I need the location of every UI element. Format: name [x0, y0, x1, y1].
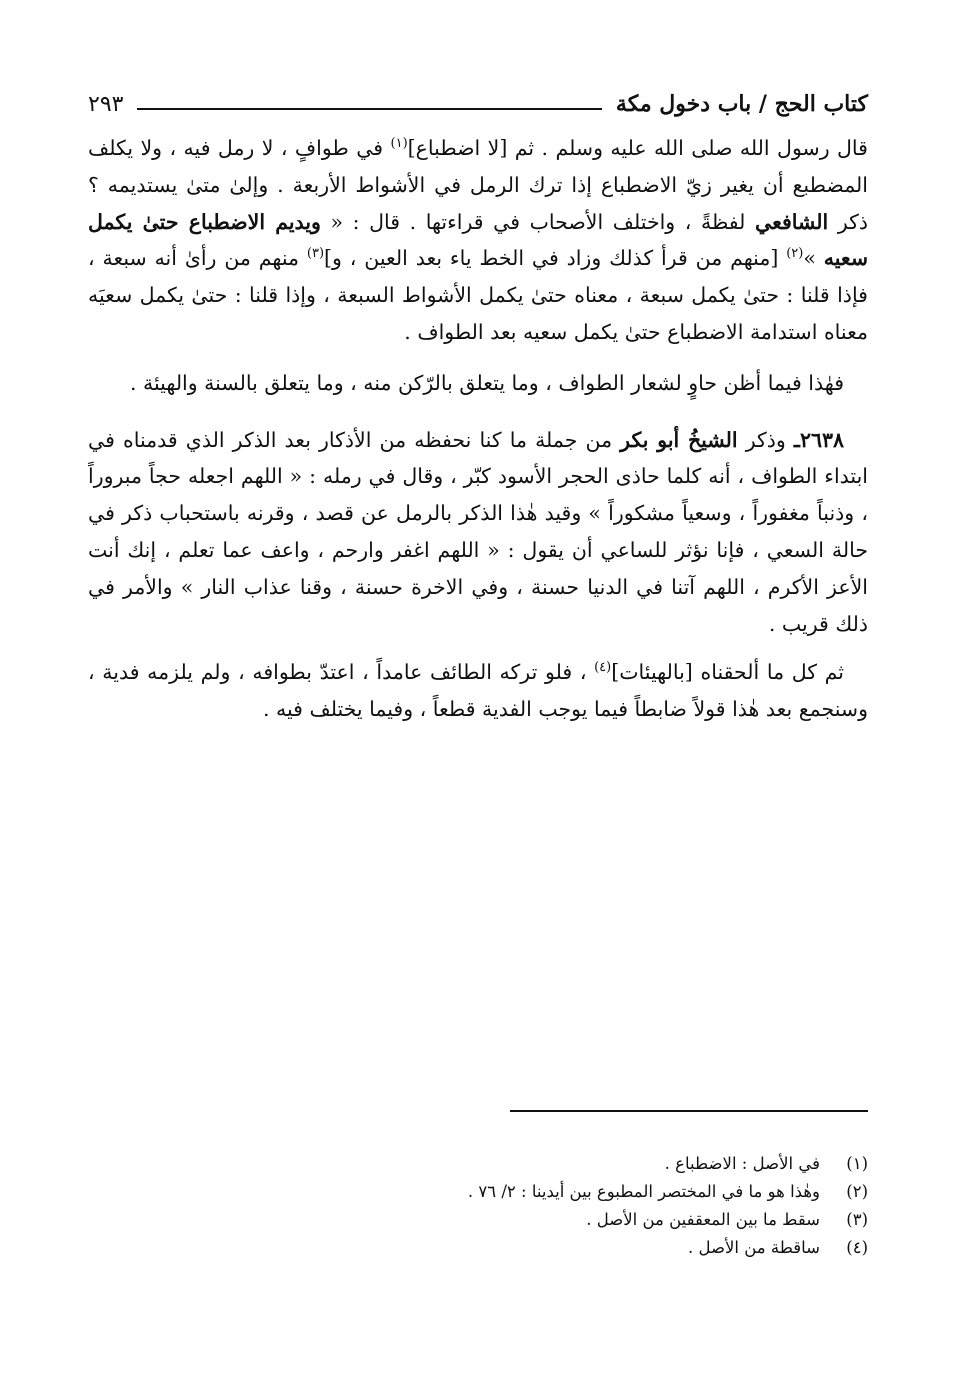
- footnote-text: سقط ما بين المعقفين من الأصل .: [586, 1210, 820, 1229]
- footnote-ref-2: (٢): [786, 246, 804, 262]
- page-number: ٢٩٣: [88, 91, 124, 117]
- footnote-ref-4: (٤): [594, 660, 612, 676]
- footnotes: [88, 1150, 868, 1262]
- quote-bold: ويديم الاضطباع حتىٰ يكمل سعيه: [88, 209, 868, 271]
- paragraph-2: فهٰذا فيما أظن حاوٍ لشعار الطواف ، وما يتعلق بالرّكن منه ، وما يتعلق بالسنة والهيئة .: [129, 370, 844, 395]
- paragraph-4: ثم كل ما ألحقناه [بالهيئات]$^{(٤)}$ ، فلو تركه الطائف عامداً ، اعتدّ بطوافه ، ولم يلزمه فدية ، وسنجمع بعد هٰذا قولاً ضابطاً فيما يوجب الفدية قطعاً ، وفيما يختلف فيه .: [88, 660, 868, 722]
- paragraph-3: ٢٦٣٨ـ وذكر الشيخُ أبو بكر من جملة ما كنا نحفظه من الأذكار بعد الذكر الذي قدمناه في ابتداء الطواف ، أنه كلما حاذى الحجر الأسود كبّر ، وقال في رمله : « اللهم اجعله حجاً مبروراً ، وذنباً مغفوراً ، وسعياً مشكوراً » وقيد هٰذا الذكر بالرمل عن قصد ، وقرنه باستحباب ذكر في حالة السعي ، فإنا نؤثر للساعي أن يقول : « اللهم اغفر وارحم ، واعف عما تعلم ، إنك أنت الأعز الأكرم ، اللهم آتنا في الدنيا حسنة ، وفي الاخرة حسنة ، وقنا عذاب النار » والأمر في ذلك قريب .: [88, 427, 868, 636]
- footnote-item: [88, 1234, 868, 1262]
- footnote-text: وهٰذا هو ما في المختصر المطبوع بين أيدينا : ٢/ ٧٦ .: [467, 1182, 820, 1201]
- footnote-item: [88, 1150, 868, 1178]
- book-page: [88, 84, 868, 1374]
- footnote-ref-1: (١): [390, 136, 408, 152]
- chapter-title: كتاب الحج / باب دخول مكة: [615, 91, 868, 117]
- footnote-number: (١): [846, 1154, 868, 1173]
- footnote-separator: [510, 1110, 868, 1112]
- name-sheikh: الشيخُ أبو بكر: [620, 427, 738, 452]
- main-text: [88, 130, 868, 728]
- name-shafii: الشافعي: [754, 209, 829, 234]
- footnote-number: (٤): [846, 1238, 868, 1257]
- footnote-number: (٢): [846, 1182, 868, 1201]
- footnote-item: [88, 1178, 868, 1206]
- footnote-text: في الأصل : الاضطباع .: [664, 1154, 820, 1173]
- running-header: [88, 84, 868, 124]
- section-number: ٢٦٣٨ـ: [793, 427, 844, 452]
- footnote-number: (٣): [846, 1210, 868, 1229]
- footnote-ref-3: (٣): [306, 246, 325, 262]
- footnote-text: ساقطة من الأصل .: [688, 1238, 820, 1257]
- paragraph-1: قال رسول الله صلى الله عليه وسلم . ثم [لا اضطباع]$^{(١)}$ في طوافٍ ، لا رمل فيه ، ولا يكلف المضطبع أن يغير زيّ الاضطباع إذا ترك الرمل في الأشواط الأربعة . وإلىٰ متىٰ يستديمه ؟ ذكر الشافعي لفظةً ، واختلف الأصحاب في قراءتها . قال : « ويديم الاضطباع حتىٰ يكمل سعيه »$^{(٢)}$ [منهم من قرأ كذلك وزاد في الخط ياء بعد العين ، و]$^{(٣)}$ منهم من رأىٰ أنه سبعة ، فإذا قلنا : حتىٰ يكمل سبعة ، معناه حتىٰ يكمل الأشواط السبعة ، وإذا قلنا : حتىٰ يكمل سعيَه معناه استدامة الاضطباع حتىٰ يكمل سعيه بعد الطواف .: [88, 136, 869, 344]
- header-rule: [137, 108, 601, 110]
- footnote-item: [88, 1206, 868, 1234]
